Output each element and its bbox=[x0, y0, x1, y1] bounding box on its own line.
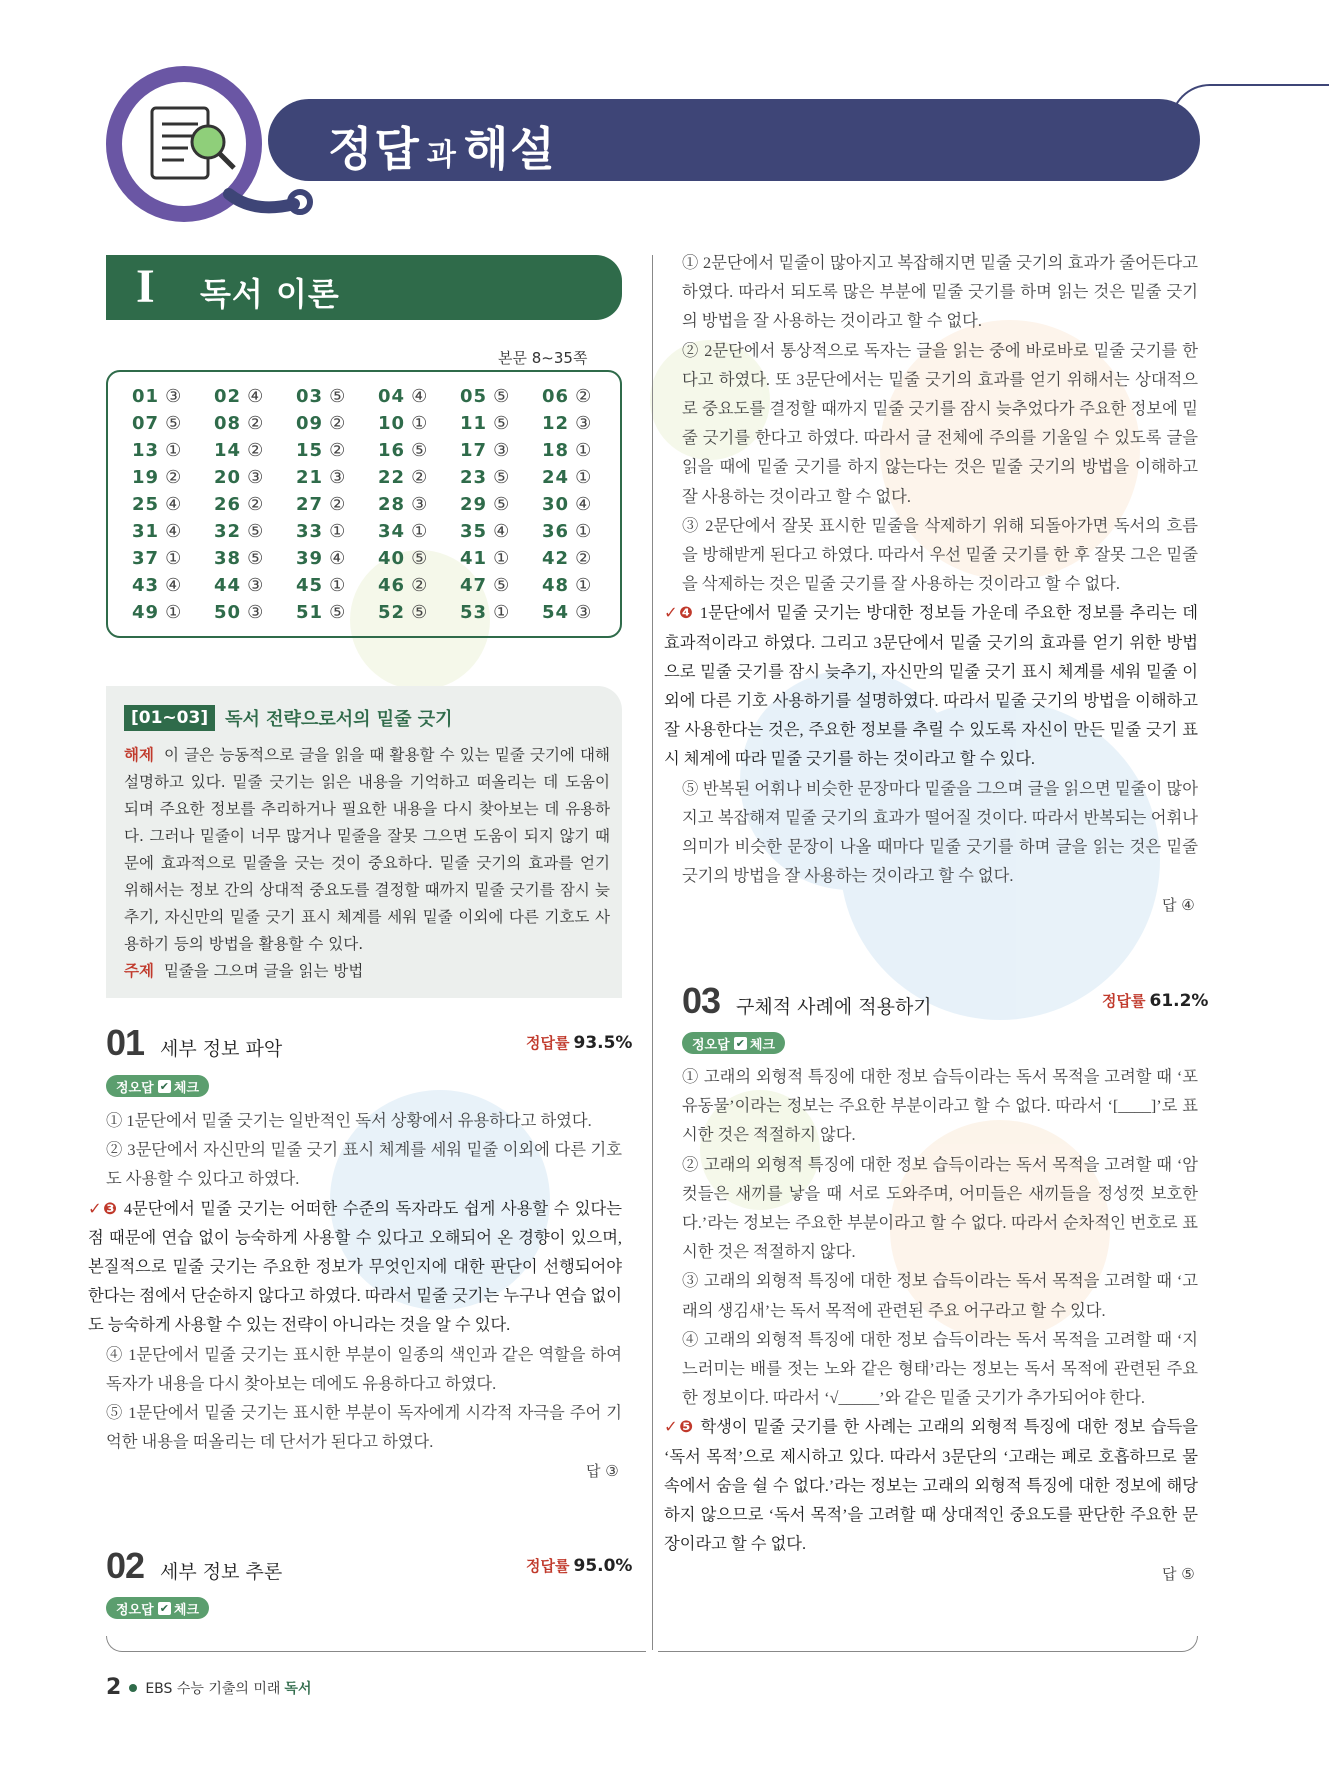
answer-choice: ① bbox=[493, 548, 511, 569]
explanation-02: ① 2문단에서 밑줄이 많아지고 복잡해지면 밑줄 긋기의 효과가 줄어든다고 하였다. 따라서 되도록 많은 부분에 밑줄 긋기를 하며 읽는 것은 밑줄 긋기의 방법을 잘 사용하는 것이라고 할 수 없다. ② 2문단에서 통상적으로 독자는 글을 읽는 중에 바로바로 밑줄 긋기를 한다고 하였다. 또 3문단에서는 밑줄 긋기의 효과를 얻기 위해서는 상대적으로 중요도를 결정할 때까지 밑줄 긋기를 잠시 늦추었다가 주요한 정보에 밑줄 긋기를 한다고 하였다. 따라서 글 전체에 주의를 기울일 수 있도록 글을 읽을 때에 밑줄 긋기를 하지 않는다는 것은 밑줄 긋기의 방법을 이해하고 잘 사용하는 것이라고 할 수 없다. ③ 2문단에서 잘못 표시한 밑줄을 삭제하기 위해 되돌아가면 독서의 흐름을 방해받게 된다고 하였다. 따라서 우선 밑줄 긋기를 한 후 잘못 그은 밑줄을 삭제하는 것은 밑줄 긋기를 잘 사용하는 것이라고 할 수 없다. ✓❹ 1문단에서 밑줄 긋기는 방대한 정보들 가운데 주요한 정보를 추리는 데 효과적이라고 하였다. 그리고 3문단에서 밑줄 긋기의 효과를 얻기 위한 방법으로 밑줄 긋기를 잠시 늦추기, 자신만의 밑줄 긋기 표시 체계를 세워 밑줄 이외에 다른 기호 사용하기를 설명하였다. 따라서 밑줄 긋기의 방법을 이해하고 잘 사용한다는 것은, 주요한 정보를 추릴 수 있도록 자신이 만든 밑줄 긋기 표시 체계에 따라 밑줄 긋기를 하는 것이라고 할 수 있다. ⑤ 반복된 어휘나 비슷한 문장마다 밑줄을 그으며 글을 읽으면 밑줄이 많아지고 복잡해져 밑줄 긋기의 효과가 떨어질 것이다. 따라서 반복되는 어휘나 의미가 비슷한 문장이 나올 때마다 밑줄 긋기를 하며 글을 읽는 것은 밑줄 긋기의 방법을 잘 사용하는 것이라고 할 수 없다. bbox=[664, 253, 1198, 886]
answer-number: 37 bbox=[132, 548, 160, 569]
summary-body bbox=[124, 742, 610, 985]
topic-text: 밑줄을 그으며 글을 읽는 방법 bbox=[163, 962, 364, 980]
answer-choice: ③ bbox=[575, 413, 593, 434]
answer-item bbox=[542, 413, 592, 434]
answer-item bbox=[214, 521, 264, 542]
page-footer bbox=[106, 1675, 311, 1700]
answer-item bbox=[132, 467, 182, 488]
answer-number: 17 bbox=[460, 440, 488, 461]
answer-number: 34 bbox=[378, 521, 406, 542]
answer-number: 53 bbox=[460, 602, 488, 623]
answer-choice: ⑤ bbox=[493, 413, 511, 434]
answer-choice: ⑤ bbox=[493, 575, 511, 596]
answer-item bbox=[460, 602, 510, 623]
answer-item bbox=[214, 602, 264, 623]
question-heading-03 bbox=[682, 980, 932, 1022]
answer-choice: ① bbox=[411, 413, 429, 434]
page-title: 정답 과 해설 bbox=[328, 122, 557, 176]
answer-choice: ② bbox=[575, 548, 593, 569]
section-title: 독서 이론 bbox=[200, 275, 340, 313]
answer-mark: 답 ④ bbox=[1162, 896, 1195, 914]
answer-number: 44 bbox=[214, 575, 242, 596]
answer-item bbox=[542, 602, 592, 623]
answer-number: 41 bbox=[460, 548, 488, 569]
answer-number: 27 bbox=[296, 494, 324, 515]
answer-choice: ② bbox=[247, 413, 265, 434]
answer-number: 43 bbox=[132, 575, 160, 596]
question-heading-01 bbox=[106, 1022, 282, 1064]
question-title: 구체적 사례에 적용하기 bbox=[736, 996, 932, 1018]
answer-number: 13 bbox=[132, 440, 160, 461]
answer-item bbox=[542, 575, 592, 596]
answer-choice: ⑤ bbox=[165, 413, 183, 434]
answer-item bbox=[214, 467, 264, 488]
answer-number: 15 bbox=[296, 440, 324, 461]
summary-keyword: 해제 bbox=[124, 746, 154, 764]
answer-choice: ② bbox=[411, 467, 429, 488]
answer-number: 20 bbox=[214, 467, 242, 488]
answer-choice: ⑤ bbox=[329, 386, 347, 407]
answer-choice: ② bbox=[575, 386, 593, 407]
answer-choice: ⑤ bbox=[411, 602, 429, 623]
answer-item bbox=[378, 548, 428, 569]
answer-mark: 답 ③ bbox=[586, 1462, 619, 1480]
question-number: 01 bbox=[106, 1022, 145, 1063]
answer-number: 05 bbox=[460, 386, 488, 407]
answer-number: 47 bbox=[460, 575, 488, 596]
answer-item bbox=[296, 575, 346, 596]
answer-item bbox=[460, 386, 510, 407]
check-icon: ✔ bbox=[159, 1079, 169, 1093]
answer-number: 11 bbox=[460, 413, 488, 434]
answer-item bbox=[460, 494, 510, 515]
answer-number: 52 bbox=[378, 602, 406, 623]
answer-mark: 답 ⑤ bbox=[1162, 1565, 1195, 1583]
answer-item bbox=[378, 602, 428, 623]
left-bottom-rule bbox=[106, 1636, 646, 1652]
answer-choice: ③ bbox=[247, 575, 265, 596]
answer-number: 54 bbox=[542, 602, 570, 623]
answer-number: 10 bbox=[378, 413, 406, 434]
section-number: I bbox=[136, 260, 155, 313]
answer-choice: ① bbox=[575, 575, 593, 596]
answer-choice: ① bbox=[329, 575, 347, 596]
answer-choice: ① bbox=[165, 440, 183, 461]
answer-item bbox=[460, 413, 510, 434]
check-icon: ✔ bbox=[735, 1036, 745, 1050]
answer-choice: ⑤ bbox=[411, 548, 429, 569]
answer-number: 33 bbox=[296, 521, 324, 542]
answer-number: 23 bbox=[460, 467, 488, 488]
answer-choice: ⑤ bbox=[493, 386, 511, 407]
answer-choice: ② bbox=[247, 440, 265, 461]
answer-choice: ④ bbox=[329, 548, 347, 569]
answer-number: 45 bbox=[296, 575, 324, 596]
answer-choice: ⑤ bbox=[411, 440, 429, 461]
summary-text: 이 글은 능동적으로 글을 읽을 때 활용할 수 있는 밑줄 긋기에 대해 설명하고 있다. 밑줄 긋기는 읽은 내용을 기억하고 떠올리는 데 도움이 되며 주요한 정보를 추리하거나 필요한 내용을 다시 찾아보는 데 유용하다. 그러나 밑줄이 너무 많거나 밑줄을 잘못 그으면 도움이 되지 않기 때문에 효과적으로 밑줄을 긋는 것이 중요하다. 밑줄 긋기의 효과를 얻기 위해서는 정보 간의 상대적 중요도를 결정할 때까지 밑줄 긋기를 잠시 늦추기, 자신만의 밑줄 긋기 표시 체계를 세워 밑줄 이외에 다른 기호도 사용하기 등의 방법을 활용할 수 있다. bbox=[124, 746, 610, 953]
answer-choice: ④ bbox=[165, 521, 183, 542]
explanation-03: ① 고래의 외형적 특징에 대한 정보 습득이라는 독서 목적을 고려할 때 ‘포유동물’이라는 정보는 주요한 부분이라고 할 수 없다. 따라서 ‘[____]’로 표시한 것은 적절하지 않다. ② 고래의 외형적 특징에 대한 정보 습득이라는 독서 목적을 고려할 때 ‘암컷들은 새끼를 낳을 때 서로 도와주며, 어미들은 새끼들을 정성껏 보호한다.’라는 정보는 주요한 부분이라고 할 수 없다. 따라서 순차적인 번호로 표시한 것은 적절하지 않다. ③ 고래의 외형적 특징에 대한 정보 습득이라는 독서 목적을 고려할 때 ‘고래의 생김새’는 독서 목적에 관련된 주요 어구라고 할 수 있다. ④ 고래의 외형적 특징에 대한 정보 습득이라는 독서 목적을 고려할 때 ‘지느러미는 배를 젓는 노와 같은 형태’라는 정보는 독서 목적에 관련된 주요한 정보이다. 따라서 ‘√_____’와 같은 밑줄 긋기가 추가되어야 한다. ✓❺ 학생이 밑줄 긋기를 한 사례는 고래의 외형적 특징에 대한 정보 습득을 ‘독서 목적’으로 제시하고 있다. 따라서 3문단의 ‘고래는 폐로 호흡하므로 물속에서 숨을 쉴 수 없다.’라는 정보는 고래의 외형적 특징에 대한 정보에 해당하지 않으므로 ‘독서 목적’을 고려할 때 상대적인 중요도를 판단한 주요한 문장이라고 할 수 없다. bbox=[664, 1067, 1198, 1554]
answer-item bbox=[132, 413, 182, 434]
section-header bbox=[106, 255, 622, 320]
answer-item bbox=[132, 386, 182, 407]
answer-choice: ③ bbox=[329, 467, 347, 488]
answer-item bbox=[460, 440, 510, 461]
answer-item bbox=[214, 413, 264, 434]
answer-choice: ⑤ bbox=[329, 602, 347, 623]
correct-rate: 정답률 95.0% bbox=[526, 1556, 633, 1576]
answer-item bbox=[542, 548, 592, 569]
answer-number: 24 bbox=[542, 467, 570, 488]
answer-choice: ① bbox=[575, 521, 593, 542]
answer-item bbox=[214, 548, 264, 569]
answer-number: 03 bbox=[296, 386, 324, 407]
answer-number: 25 bbox=[132, 494, 160, 515]
answer-key-box bbox=[106, 370, 622, 638]
right-bottom-rule bbox=[658, 1636, 1198, 1652]
answer-choice: ⑤ bbox=[247, 548, 265, 569]
column-divider bbox=[652, 255, 653, 1650]
answer-choice: ⑤ bbox=[493, 467, 511, 488]
answer-choice: ③ bbox=[247, 602, 265, 623]
answer-number: 26 bbox=[214, 494, 242, 515]
answer-choice: ① bbox=[165, 548, 183, 569]
title-banner bbox=[268, 99, 1200, 181]
answer-choice: ④ bbox=[165, 575, 183, 596]
answer-item bbox=[296, 440, 346, 461]
answer-choice: ① bbox=[575, 440, 593, 461]
answer-number: 21 bbox=[296, 467, 324, 488]
question-number: 02 bbox=[106, 1545, 145, 1586]
answer-choice: ④ bbox=[493, 521, 511, 542]
answer-item bbox=[132, 440, 182, 461]
question-number: 03 bbox=[682, 980, 721, 1021]
answer-number: 35 bbox=[460, 521, 488, 542]
answer-choice: ④ bbox=[165, 494, 183, 515]
answer-number: 49 bbox=[132, 602, 160, 623]
subject-label: 독서 bbox=[284, 1680, 312, 1697]
correct-mark-icon: ✓❸ bbox=[88, 1198, 119, 1218]
page-number: 2 bbox=[106, 1675, 122, 1700]
answer-item bbox=[296, 521, 346, 542]
answer-item bbox=[378, 386, 428, 407]
answer-item bbox=[460, 521, 510, 542]
answer-number: 36 bbox=[542, 521, 570, 542]
answer-choice: ③ bbox=[411, 494, 429, 515]
answer-choice: ① bbox=[575, 467, 593, 488]
answer-choice: ① bbox=[165, 602, 183, 623]
answer-item bbox=[378, 521, 428, 542]
answer-item bbox=[542, 521, 592, 542]
answer-number: 48 bbox=[542, 575, 570, 596]
topic-keyword: 주제 bbox=[124, 962, 154, 980]
answer-number: 07 bbox=[132, 413, 160, 434]
answer-choice: ③ bbox=[247, 467, 265, 488]
answer-item bbox=[132, 548, 182, 569]
answer-number: 40 bbox=[378, 548, 406, 569]
answer-choice: ④ bbox=[411, 386, 429, 407]
answer-number: 01 bbox=[132, 386, 160, 407]
answer-number: 12 bbox=[542, 413, 570, 434]
answer-number: 02 bbox=[214, 386, 242, 407]
answer-item bbox=[378, 575, 428, 596]
answer-number: 16 bbox=[378, 440, 406, 461]
answer-item bbox=[296, 413, 346, 434]
answer-item bbox=[132, 602, 182, 623]
answer-number: 04 bbox=[378, 386, 406, 407]
answer-item bbox=[296, 548, 346, 569]
answer-choice: ⑤ bbox=[493, 494, 511, 515]
answer-choice: ② bbox=[411, 575, 429, 596]
question-heading-02 bbox=[106, 1545, 282, 1587]
answer-item bbox=[296, 602, 346, 623]
answer-choice: ③ bbox=[493, 440, 511, 461]
answer-choice: ② bbox=[165, 467, 183, 488]
answer-number: 32 bbox=[214, 521, 242, 542]
answer-number: 09 bbox=[296, 413, 324, 434]
answer-item bbox=[378, 467, 428, 488]
answer-item bbox=[542, 386, 592, 407]
answer-item bbox=[214, 494, 264, 515]
passage-title: 독서 전략으로서의 밑줄 긋기 bbox=[225, 709, 453, 730]
correct-rate: 정답률 61.2% bbox=[1102, 991, 1209, 1011]
answer-choice: ④ bbox=[575, 494, 593, 515]
answer-item bbox=[378, 494, 428, 515]
answer-choice: ② bbox=[329, 413, 347, 434]
answer-number: 06 bbox=[542, 386, 570, 407]
correct-mark-icon: ✓❹ bbox=[664, 603, 695, 623]
question-title: 세부 정보 파악 bbox=[160, 1038, 283, 1060]
question-title: 세부 정보 추론 bbox=[160, 1561, 283, 1583]
answer-number: 28 bbox=[378, 494, 406, 515]
answer-number: 38 bbox=[214, 548, 242, 569]
check-badge[interactable]: 정오답 ✔ 체크 bbox=[106, 1597, 209, 1619]
answer-choice: ③ bbox=[165, 386, 183, 407]
answer-item bbox=[296, 386, 346, 407]
answer-number: 22 bbox=[378, 467, 406, 488]
answer-item bbox=[378, 440, 428, 461]
answer-choice: ① bbox=[329, 521, 347, 542]
answer-number: 39 bbox=[296, 548, 324, 569]
answer-item bbox=[460, 548, 510, 569]
bullet-dot-icon bbox=[129, 1684, 137, 1692]
answer-choice: ② bbox=[329, 494, 347, 515]
question-range-badge: [01~03] bbox=[124, 705, 215, 731]
answer-choice: ② bbox=[247, 494, 265, 515]
answer-item bbox=[214, 386, 264, 407]
page-range: 본문 8∼35쪽 bbox=[498, 349, 588, 367]
answer-item bbox=[214, 575, 264, 596]
answer-number: 50 bbox=[214, 602, 242, 623]
check-badge[interactable]: 정오답 ✔ 체크 bbox=[682, 1032, 785, 1054]
answer-item bbox=[214, 440, 264, 461]
answer-item bbox=[132, 521, 182, 542]
answer-number: 14 bbox=[214, 440, 242, 461]
answer-number: 31 bbox=[132, 521, 160, 542]
answer-number: 51 bbox=[296, 602, 324, 623]
answer-choice: ① bbox=[493, 602, 511, 623]
answer-item bbox=[132, 494, 182, 515]
answer-item bbox=[378, 413, 428, 434]
check-badge[interactable]: 정오답 ✔ 체크 bbox=[106, 1075, 209, 1097]
answer-choice: ③ bbox=[575, 602, 593, 623]
answer-choice: ⑤ bbox=[247, 521, 265, 542]
correct-rate: 정답률 93.5% bbox=[526, 1033, 633, 1053]
answer-choice: ① bbox=[411, 521, 429, 542]
book-title: EBS 수능 기출의 미래 bbox=[145, 1680, 281, 1697]
correct-mark-icon: ✓❺ bbox=[664, 1417, 695, 1437]
passage-summary-box bbox=[106, 686, 622, 998]
answer-item bbox=[460, 467, 510, 488]
answer-number: 42 bbox=[542, 548, 570, 569]
answer-number: 46 bbox=[378, 575, 406, 596]
explanation-01: ① 1문단에서 밑줄 긋기는 일반적인 독서 상황에서 유용하다고 하였다. ② 3문단에서 자신만의 밑줄 긋기 표시 체계를 세워 밑줄 이외에 다른 기호도 사용할 수 있다고 하였다. ✓❸ 4문단에서 밑줄 긋기는 어떠한 수준의 독자라도 쉽게 사용할 수 있다는 점 때문에 연습 없이 능숙하게 사용할 수 있다고 오해되어 온 경향이 있으며, 본질적으로 밑줄 긋기는 주요한 정보가 무엇인지에 대한 판단이 선행되어야 한다는 점에서 단순하지 않다고 하였다. 따라서 밑줄 긋기는 누구나 연습 없이도 능숙하게 사용할 수 있는 전략이 아니라는 것을 알 수 있다. ④ 1문단에서 밑줄 긋기는 표시한 부분이 일종의 색인과 같은 역할을 하여 독자가 내용을 다시 찾아보는 데에도 유용하다고 하였다. ⑤ 1문단에서 밑줄 긋기는 표시한 부분이 독자에게 시각적 자극을 주어 기억한 내용을 떠올리는 데 단서가 된다고 하였다. bbox=[88, 1111, 622, 1452]
answer-number: 08 bbox=[214, 413, 242, 434]
answer-number: 29 bbox=[460, 494, 488, 515]
answer-item bbox=[542, 440, 592, 461]
answer-item bbox=[542, 467, 592, 488]
answer-choice: ④ bbox=[247, 386, 265, 407]
answer-item bbox=[460, 575, 510, 596]
answer-item bbox=[542, 494, 592, 515]
answer-item bbox=[296, 467, 346, 488]
answer-number: 30 bbox=[542, 494, 570, 515]
check-icon: ✔ bbox=[159, 1601, 169, 1615]
answer-number: 19 bbox=[132, 467, 160, 488]
answer-item bbox=[132, 575, 182, 596]
answer-choice: ② bbox=[329, 440, 347, 461]
answer-item bbox=[296, 494, 346, 515]
answer-number: 18 bbox=[542, 440, 570, 461]
